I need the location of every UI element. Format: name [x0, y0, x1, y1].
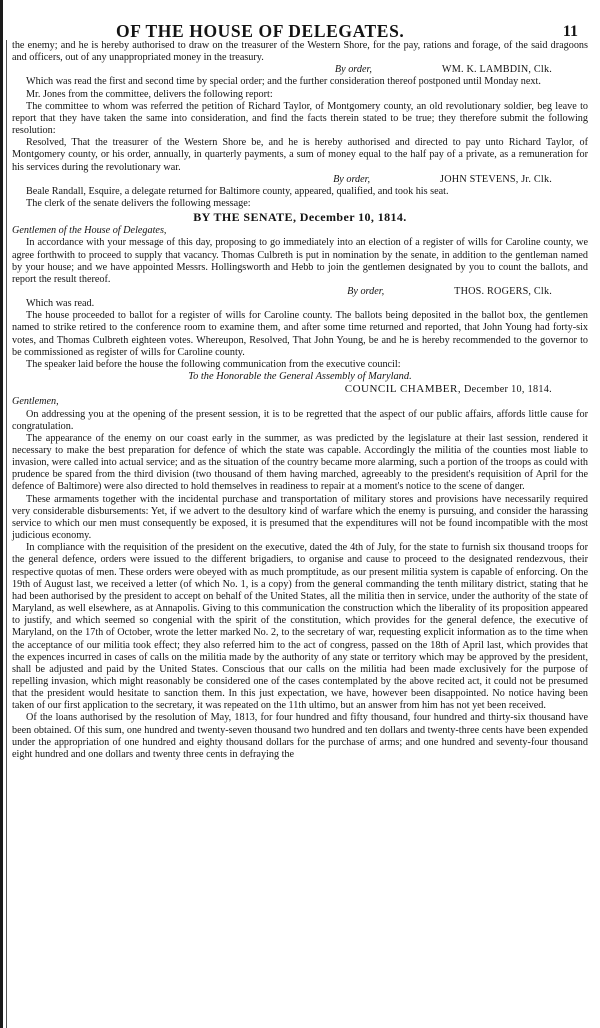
- council-chamber: COUNCIL CHAMBER,: [344, 383, 462, 396]
- paragraph: Resolved, That the treasurer of the Western Shore be, and he is hereby authorised and directed to pay unto Richard Taylor, of Montgomery county, or his order, annually, in quarterly payments, a sum of money equal to the half pay of a private, as a remuneration for his services during the revolutionary war.: [12, 137, 588, 173]
- address-line: To the Honorable the General Assembly of Maryland.: [188, 371, 412, 383]
- signature-line: [12, 64, 588, 76]
- signature-line: [12, 286, 588, 298]
- paragraph: Beale Randall, Esquire, a delegate returned for Baltimore county, appeared, qualified, and took his seat.: [26, 185, 449, 197]
- paragraph: In compliance with the requisition of the president on the executive, dated the 4th of July, for the state to furnish six thousand troops for the general defence, orders were issued to the different brigadiers, to organise and cause to proceed to the designated rendezvous, their respective quotas of men. These orders were obeyed with as much promptitude, as our present militia system is capable of enforcing. On the 19th of August last, we received a letter (of which No. 1, is a copy) from the general commanding the tenth military district, stating that he had been authorised by the president to accept on behalf of the United States, all the militia then in service, under the authority of the state of Maryland, as well elsewhere, as at Annapolis. Giving to this communication the construction which the liberality of its proposition appeared to justify, and which seemed so congenial with the spirit of the constitution, which provides for the general defence, the executive of Maryland, on the 17th of October, wrote the letter marked No. 2, to the secretary of war, requesting explicit information as to the time when the acceptance of our militia took effect; they also referred him to the act of congress, passed on the 18th of April last, which provides that the expences incurred in cases of calls on the militia made by the authority of any state or territory which may be approved by the president, shall be adjusted and paid by the United States. Conscious that our calls on the militia had been made exclusively for the purpose of repelling invasion, which might reasonably be considered one of the cases contemplated by the above recited act, it could not be presumed that the president would hesitate to sanction them. In this just expectation, we have, however been disappointed. No notice having been taken of our first application to the secretary, it was repeated on the 11th ultimo, but an answer from him has not yet been received.: [12, 542, 588, 712]
- paragraph: Of the loans authorised by the resolution of May, 1813, for four hundred and fifty thousand, four hundred and thirty-six thousand have been obtained. Of this sum, one hundred and twenty-seven thousand two hundred and ten dollars and twenty-three cents have been expended under the appropriation of one hundred and eighty thousand dollars for the purchase of arms; and one hundred and seventy-four thousand eight hundred and one dollars and twenty three cents in defraying the: [12, 712, 588, 760]
- paragraph: The clerk of the senate delivers the following message:: [26, 198, 251, 210]
- paragraph: Mr. Jones from the committee, delivers the following report:: [26, 88, 273, 100]
- page-binding-edge: [0, 0, 3, 1028]
- signature-clerk: JOHN STEVENS, Jr. Clk.: [440, 173, 552, 185]
- page-binding-shadow: [6, 40, 7, 1028]
- paragraph: the enemy; and he is hereby authorised to draw on the treasurer of the Western Shore, for the pay, rations and forage, of the said dragoons and officers, out of any unappropriated money in the treasury.: [12, 40, 588, 64]
- page-number: 11: [562, 23, 578, 40]
- paragraph: Which was read.: [26, 298, 95, 310]
- signature-line: [12, 174, 588, 186]
- paragraph: On addressing you at the opening of the present session, it is to be regretted that the aspect of our public affairs, affords little cause for congratulation.: [12, 408, 588, 432]
- signature-by: By order,: [347, 285, 385, 297]
- signature-by: By order,: [334, 64, 372, 76]
- paragraph: The appearance of the enemy on our coast early in the summer, as was predicted by the legislature at their last session, rendered it necessary to make the best preparation for defence of which the state was capable. Accordingly the militia of the counties most liable to invasion, were called into actual service; and as the situation of the country became more alarming, such a portion of the troops as could with prudence be spared from the third division (two thousand of them having marched, agreeably to the president's requisition of April for the defence of Baltimore) were also directed to hold themselves in readiness to repair at a moment's notice to the scene of danger.: [12, 432, 588, 493]
- document-body: [10, 40, 594, 761]
- paragraph: The committee to whom was referred the petition of Richard Taylor, of Montgomery county, an old revolutionary soldier, beg leave to report that they have taken the same into consideration, and find the facts therein stated to be true; they therefore submit the following resolution:: [12, 100, 588, 137]
- running-head: OF THE HOUSE OF DELEGATES.: [116, 21, 405, 41]
- page-header: [10, 0, 594, 40]
- salutation: Gentlemen of the House of Delegates,: [12, 225, 167, 237]
- paragraph: The house proceeded to ballot for a register of wills for Caroline county. The ballots being deposited in the ballot box, the gentlemen named to strike retired to the conference room to examine them, and after some time returned and reported, that John Young had forty-six votes, and Thomas Culbreth eighteen votes. Whereupon, Resolved, That John Young, be and he is hereby recommended to the governor to be commissioned as register of wills for Caroline county.: [12, 310, 588, 358]
- salutation: Gentlemen,: [12, 396, 59, 408]
- council-heading: [12, 383, 588, 396]
- signature-clerk: THOS. ROGERS, Clk.: [454, 285, 552, 297]
- paragraph: Which was read the first and second time by special order; and the further consideration thereof postponed until Monday next.: [26, 76, 541, 88]
- signature-by: By order,: [333, 173, 371, 185]
- council-date: December 10, 1814.: [463, 384, 552, 396]
- paragraph: These armaments together with the incidental purchase and transportation of military stores and provisions have necessarily required very considerable disbursements: Yet, if we advert to the desultory kind of warfare which the enemy is pursuing, and consider the harassing service to which our men must consequently be exposed, it is presumed that the expenditures will not be found incompatible with the most judicious economy.: [12, 493, 588, 542]
- document-page: [10, 0, 594, 1028]
- signature-clerk: WM. K. LAMBDIN, Clk.: [441, 64, 552, 76]
- senate-heading: BY THE SENATE, December 10, 1814.: [193, 210, 407, 225]
- paragraph: In accordance with your message of this day, proposing to go immediately into an election of a register of wills for Caroline county, we agree forthwith to proceed to supply that vacancy. Thomas Culbreth is put in nomination by the senate, in addition to the gentleman named by your house; and we have appointed Messrs. Hollingsworth and Hebb to join the gentlemen designated by you to count the ballots, and report the result thereof.: [12, 237, 588, 285]
- paragraph: The speaker laid before the house the following communication from the executive council:: [26, 358, 401, 370]
